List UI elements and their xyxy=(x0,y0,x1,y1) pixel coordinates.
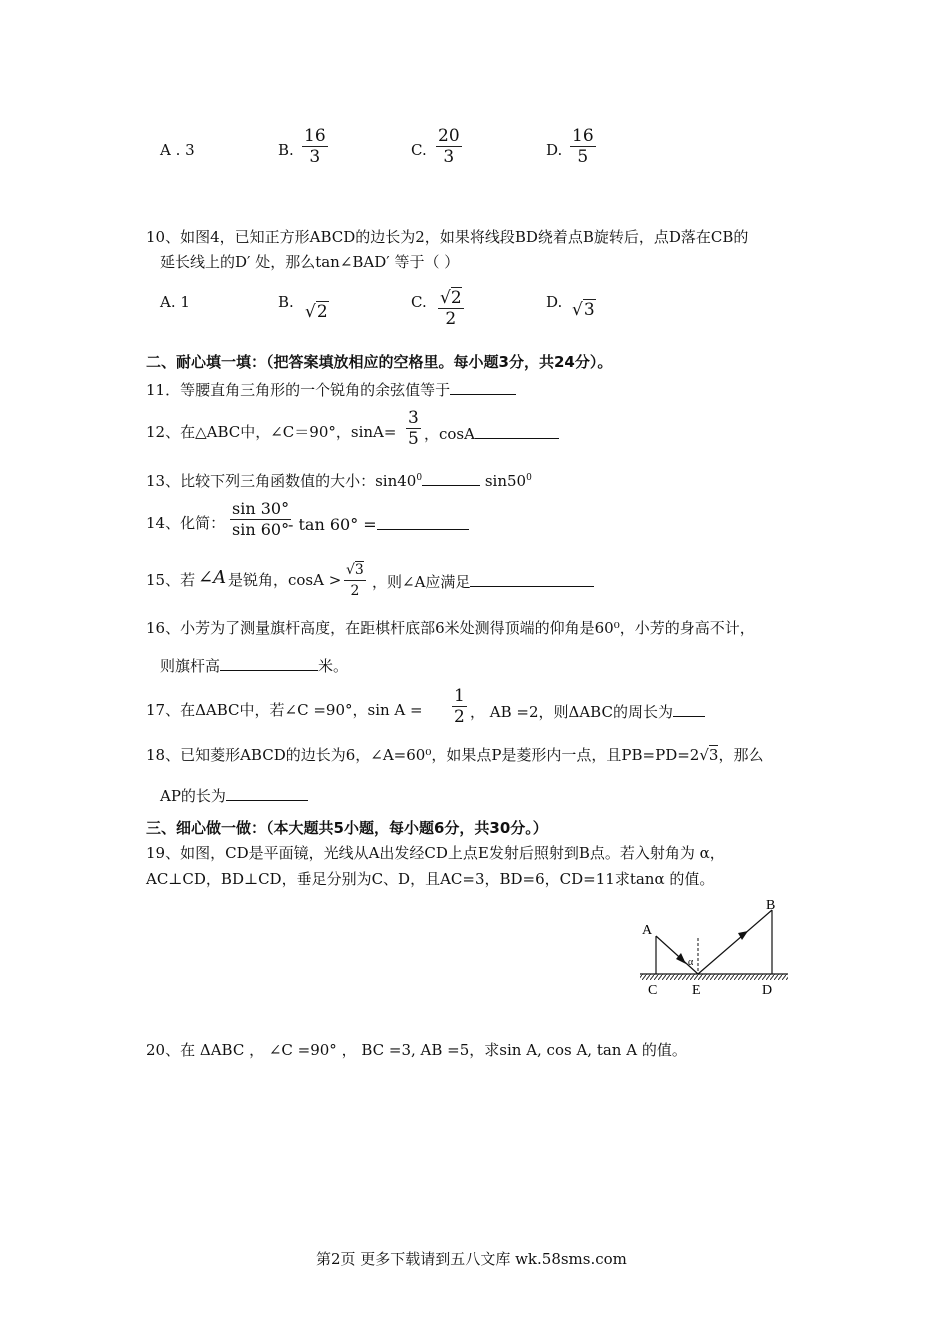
q10-option-b-sqrt: √2 xyxy=(305,302,328,322)
q17-pre: 17、在ΔABC中，若∠C =90°，sin A = xyxy=(146,701,423,719)
q13-pre: 13、比较下列三角函数值的大小：sin40 xyxy=(146,472,417,490)
fraction-numerator: 16 xyxy=(572,126,594,146)
q19-line2: AC⊥CD，BD⊥CD，垂足分别为C、D，且AC=3，BD=6，CD=11求tanα 的值。 xyxy=(146,870,715,888)
q10-line2: 延长线上的D′ 处，那么tan∠BAD′ 等于（ ） xyxy=(160,253,460,271)
q9-option-a: A . 3 xyxy=(160,141,195,159)
q10-option-d-label: D. xyxy=(546,293,563,311)
page-footer: 第2页 更多下载请到五八文库 wk.58sms.com xyxy=(316,1250,627,1268)
q10-option-b-label: B. xyxy=(278,293,294,311)
radicand: 3 xyxy=(354,562,364,578)
q9-option-b-label: B. xyxy=(278,141,294,159)
q13 xyxy=(146,468,532,491)
q15-mid: 是锐角，cosA > xyxy=(228,571,342,589)
q14-pre: 14、化简： xyxy=(146,514,226,532)
q14-fraction xyxy=(230,499,291,540)
q17-post-text: ， AB =2，则ΔABC的周长为 xyxy=(470,703,673,721)
label-c: C xyxy=(648,983,658,998)
q18-line2 xyxy=(160,784,308,806)
q10-option-d-sqrt: √3 xyxy=(572,300,595,320)
fraction-denominator: 2 xyxy=(445,309,457,329)
answer-blank xyxy=(220,654,318,671)
q20: 20、在 ΔABC ， ∠C =90° ， BC =3, AB =5，求sin A, cos A, tan A 的值。 xyxy=(146,1041,687,1059)
q10-option-c-fraction xyxy=(438,288,464,329)
q10-option-a: A. 1 xyxy=(160,293,190,311)
q12-post-text: ，cosA xyxy=(424,425,475,443)
q19-line1: 19、如图，CD是平面镜，光线从A出发经CD上点E发射后照射到B点。若入射角为 α， xyxy=(146,844,725,862)
q16-line2 xyxy=(160,654,348,676)
q10-line1: 10、如图4，已知正方形ABCD的边长为2，如果将线段BD绕着点B旋转后，点D落在CB的 xyxy=(146,228,749,246)
section3-heading: 三、细心做一做：（本大题共5小题，每小题6分，共30分。） xyxy=(146,819,548,837)
fraction-numerator: 16 xyxy=(304,126,326,146)
fraction-numerator: 20 xyxy=(438,126,460,146)
q17-fraction xyxy=(452,686,467,727)
fraction-denominator: sin 60° xyxy=(232,520,290,539)
q13-sup1: 0 xyxy=(416,473,423,483)
q12-pre: 12、在△ABC中，∠C＝90°，sinA= xyxy=(146,423,397,441)
q9-option-c-label: C. xyxy=(411,141,427,159)
q18-radicand: 3 xyxy=(708,746,719,764)
q15-fraction xyxy=(344,560,366,601)
q13-sup2: 0 xyxy=(526,473,532,483)
radicand: 2 xyxy=(450,288,462,308)
fraction-denominator: 5 xyxy=(408,429,419,449)
fraction-denominator: 3 xyxy=(443,147,455,167)
q11 xyxy=(146,378,516,400)
radicand: 3 xyxy=(583,300,595,320)
q14-post xyxy=(288,513,469,535)
q9-option-d-label: D. xyxy=(546,141,563,159)
q11-text: 11．等腰直角三角形的一个锐角的余弦值等于 xyxy=(146,381,451,399)
q16-line1: 16、小芳为了测量旗杆高度，在距棋杆底部6米处测得顶端的仰角是60⁰，小芳的身高不计， xyxy=(146,619,755,637)
q18-line2-text: AP的长为 xyxy=(160,787,226,805)
q10-option-c-label: C. xyxy=(411,293,427,311)
fraction-numerator: 3 xyxy=(408,408,419,428)
fraction-denominator: 2 xyxy=(350,583,360,599)
fraction-denominator: 2 xyxy=(454,707,465,727)
radicand: 2 xyxy=(316,302,328,322)
fraction-numerator: √2 xyxy=(440,288,462,308)
label-b: B xyxy=(766,898,776,913)
q15-angle: ∠A xyxy=(198,567,227,588)
q17-post xyxy=(470,700,705,722)
q16-line2-pre: 则旗杆高 xyxy=(160,657,221,675)
q16-line2-post: 米。 xyxy=(318,657,349,675)
q12-post xyxy=(424,422,559,444)
q15-pre: 15、若 xyxy=(146,571,196,589)
q13-post: sin50 xyxy=(480,472,527,490)
answer-blank xyxy=(470,570,594,587)
section2-heading: 二、耐心填一填：（把答案填放相应的空格里。每小题3分，共24分）。 xyxy=(146,353,613,371)
answer-blank xyxy=(226,784,308,801)
reflected-ray xyxy=(698,910,772,974)
q15-post-text: ，则∠A应满足 xyxy=(372,573,471,591)
q18-line1: 18、已知菱形ABCD的边长为6，∠A=60⁰，如果点P是菱形内一点，且PB=PD=2√3，那么 xyxy=(146,746,764,764)
answer-blank xyxy=(673,700,705,717)
fraction-denominator: 5 xyxy=(577,147,589,167)
fraction-denominator: 3 xyxy=(309,147,321,167)
q9-option-b-fraction xyxy=(302,126,328,167)
answer-blank xyxy=(422,469,480,486)
answer-blank xyxy=(475,422,559,439)
fraction-numerator: √3 xyxy=(346,562,364,578)
q18-line1-pre: 18、已知菱形ABCD的边长为6，∠A=60⁰，如果点P是菱形内一点，且PB=PD=2 xyxy=(146,746,700,764)
fraction-numerator: 1 xyxy=(454,686,465,706)
q18-line1-post: ，那么 xyxy=(718,746,764,764)
label-alpha: α xyxy=(688,957,694,968)
q9-option-d-fraction xyxy=(570,126,596,167)
mirror-reflection-figure xyxy=(630,890,800,1000)
incident-ray xyxy=(656,936,698,974)
answer-blank xyxy=(377,513,469,530)
fraction-numerator: sin 30° xyxy=(232,499,290,518)
q12-fraction xyxy=(406,408,421,449)
mirror-hatching xyxy=(640,974,788,980)
q15-post xyxy=(372,570,594,592)
q14-post-text: - tan 60° = xyxy=(288,515,377,534)
answer-blank xyxy=(450,378,516,395)
label-e: E xyxy=(692,983,701,998)
label-a: A xyxy=(642,923,653,938)
q9-option-c-fraction xyxy=(436,126,462,167)
label-d: D xyxy=(762,983,773,998)
